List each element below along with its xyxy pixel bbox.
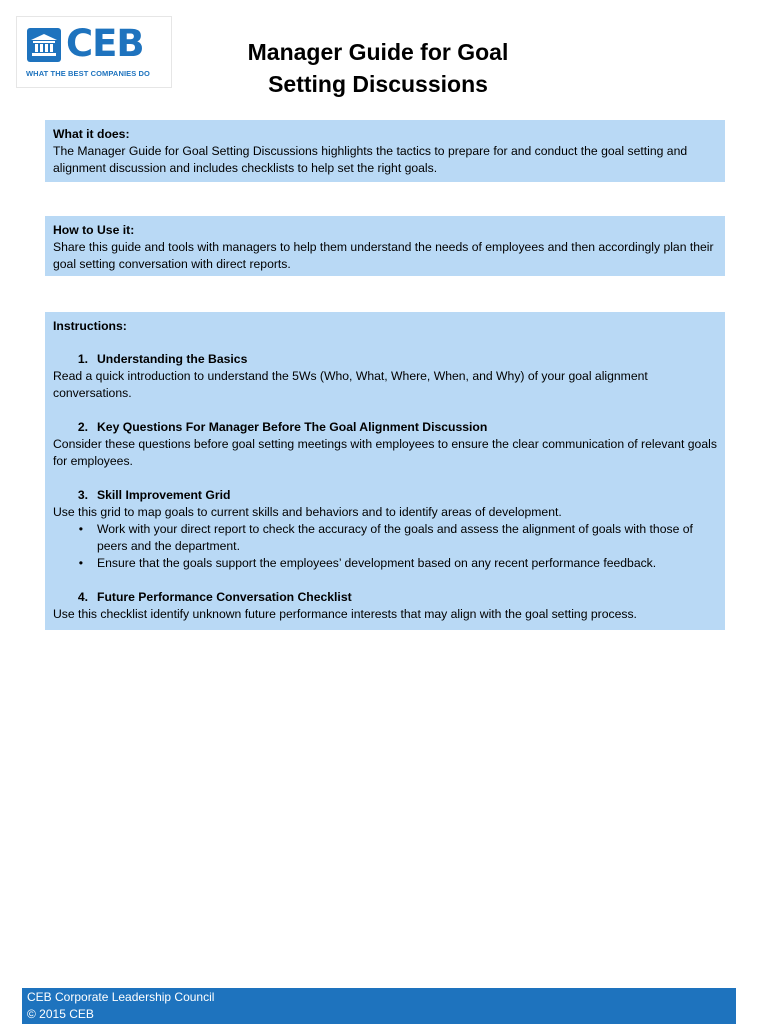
what-it-does-body: The Manager Guide for Goal Setting Discussions highlights the tactics to prepare for and conduct the goal setting and alignment discussion and includes checklists to help set the right goals. — [53, 144, 688, 175]
instructions-heading: Instructions: — [53, 319, 127, 333]
what-it-does-heading: What it does: — [53, 127, 130, 141]
item-number: 4. — [77, 590, 88, 604]
how-to-use-box — [45, 216, 725, 276]
logo-wordmark: CEB — [66, 22, 144, 65]
item-title: Key Questions For Manager Before The Goal Alignment Discussion — [97, 420, 488, 434]
bullet-text: Work with your direct report to check the accuracy of the goals and assess the alignment of goals with those of peers and the department. — [97, 522, 693, 553]
item-number: 1. — [77, 352, 88, 366]
instruction-item-1-title — [53, 351, 717, 368]
item-number: 2. — [77, 420, 88, 434]
bullet-item — [53, 555, 717, 572]
instruction-item-3-body: Use this grid to map goals to current skills and behaviors and to identify areas of development. — [53, 505, 562, 519]
bullet-text: Ensure that the goals support the employees’ development based on any recent performance feedback. — [97, 556, 657, 570]
instruction-item-2-title — [53, 419, 717, 436]
item-title: Skill Improvement Grid — [97, 488, 231, 502]
bullet-dot-icon: • — [78, 522, 83, 536]
footer-bar — [22, 988, 736, 1024]
bullet-dot-icon: • — [78, 556, 83, 570]
instruction-item-4-body: Use this checklist identify unknown future performance interests that may align with the goal setting process. — [53, 607, 637, 621]
bullet-item — [53, 521, 717, 555]
how-to-use-heading: How to Use it: — [53, 223, 135, 237]
instruction-item-1-body: Read a quick introduction to understand the 5Ws (Who, What, Where, When, and Why) of your goal alignment conversations. — [53, 369, 648, 400]
instruction-item-2-body: Consider these questions before goal setting meetings with employees to ensure the clear communication of relevant goals for employees. — [53, 437, 717, 468]
instructions-box — [45, 312, 725, 630]
item-number: 3. — [77, 488, 88, 502]
logo-tagline: WHAT THE BEST COMPANIES DO — [26, 69, 150, 78]
item-title: Understanding the Basics — [97, 352, 248, 366]
footer-copyright: © 2015 CEB — [27, 1007, 94, 1021]
building-icon — [27, 28, 61, 62]
what-it-does-box — [45, 120, 725, 182]
page-title-line2: Setting Discussions — [268, 71, 488, 97]
ceb-logo — [16, 16, 172, 88]
item-title: Future Performance Conversation Checklist — [97, 590, 352, 604]
how-to-use-body: Share this guide and tools with managers to help them understand the needs of employees and then accordingly plan their goal setting conversation with direct reports. — [53, 240, 714, 271]
instruction-item-3-title — [53, 487, 717, 504]
footer-organization: CEB Corporate Leadership Council — [27, 990, 215, 1004]
page-title-line1: Manager Guide for Goal — [247, 39, 509, 65]
page-title — [218, 36, 538, 100]
instruction-item-4-title — [53, 589, 717, 606]
